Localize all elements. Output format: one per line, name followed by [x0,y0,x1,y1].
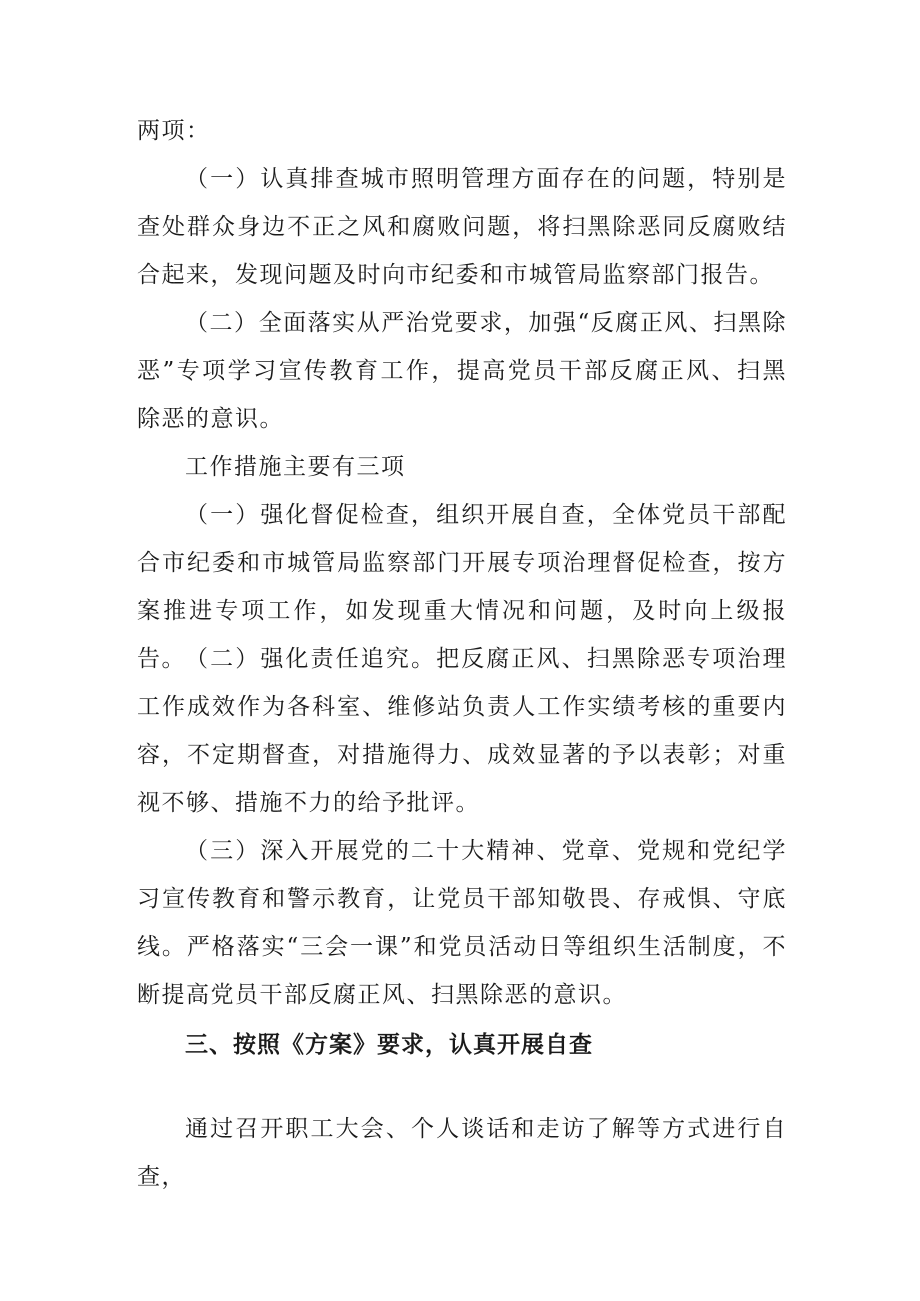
section-heading: 三、按照《方案》要求，认真开展自查 [185,1031,593,1058]
paragraph-item-1: （一）认真排查城市照明管理方面存在的问题，特别是查处群众身边不正之风和腐败问题，将扫黑除恶同反腐败结合起来，发现问题及时向市纪委和市城管局监察部门报告。 [137,166,787,288]
paragraph-measure-2: （二）强化责任追究。把反腐正风、扫黑除恶专项治理工作成效作为各科室、维修站负责人工作实绩考核的重要内容，不定期督查，对措施得力、成效显著的予以表彰；对重视不够、措施不力的给予批评。 [137,646,787,816]
paragraph-self-check: 通过召开职工大会、个人谈话和走访了解等方式进行自查， [137,1116,787,1190]
paragraph-measure-3: （三）深入开展党的二十大精神、党章、党规和党纪学习宣传教育和警示教育，让党员干部知敬畏、存戒惧、守底线。严格落实“三会一课”和党员活动日等组织生活制度，不断提高党员干部反腐正风、扫黑除恶的意识。 [137,838,787,1008]
paragraph-item-2: （二）全面落实从严治党要求，加强“反腐正风、扫黑除恶”专项学习宣传教育工作，提高党员干部反腐正风、扫黑除恶的意识。 [137,310,787,432]
paragraph-measure-1: （一）强化督促检查，组织开展自查，全体党员干部配合市纪委和市城管局监察部门开展专项治理督促检查，按方案推进专项工作，如发现重大情况和问题，及时向上级报告。 [137,502,787,672]
paragraph-measures-intro: 工作措施主要有三项 [185,454,406,480]
paragraph-continuation: 两项： [137,118,211,144]
